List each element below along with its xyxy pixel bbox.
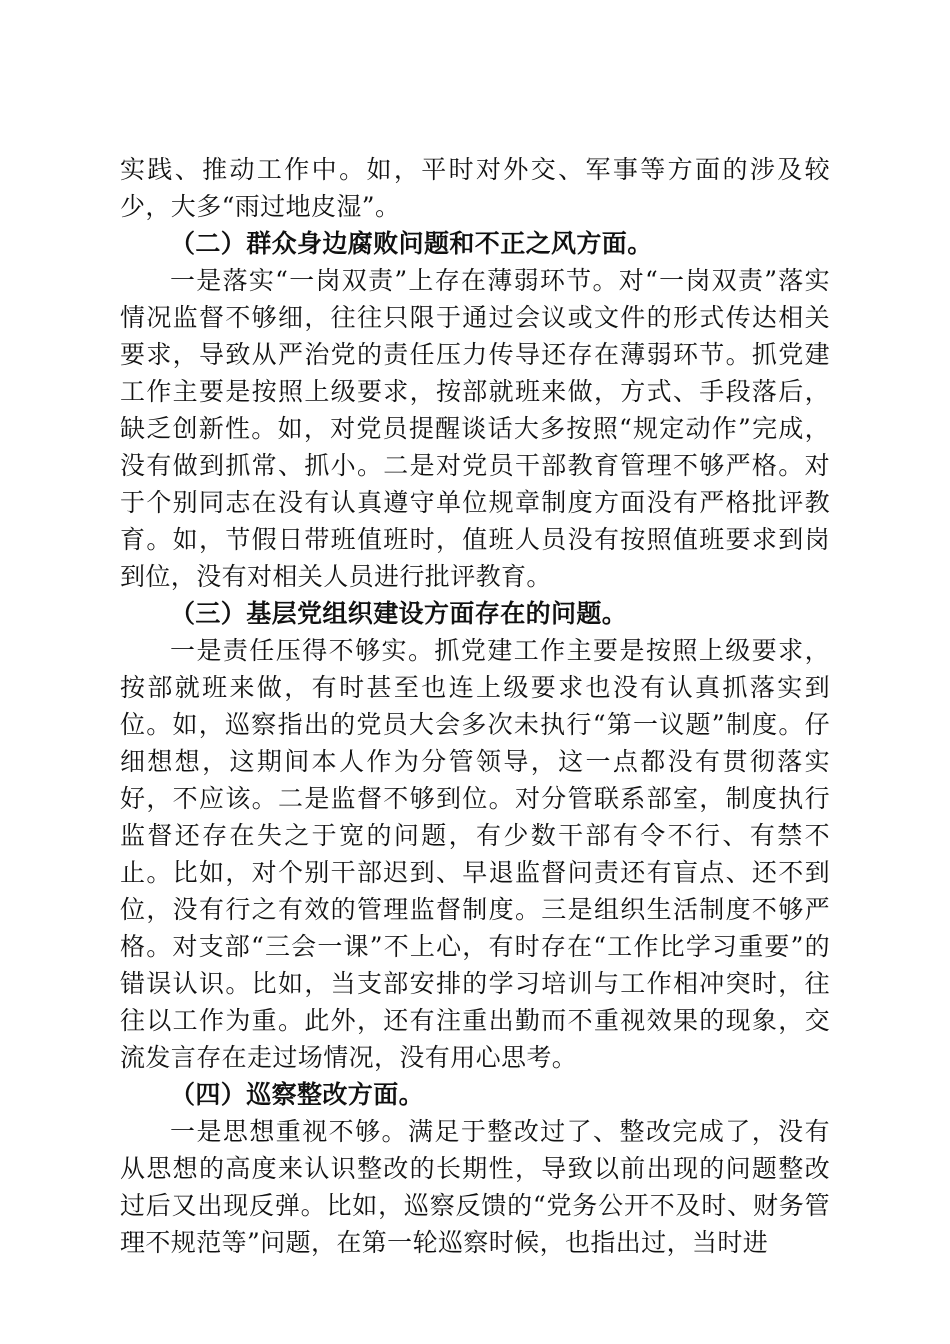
section-heading-4: （四）巡察整改方面。 <box>170 1080 425 1109</box>
section-heading-3: （三）基层党组织建设方面存在的问题。 <box>170 599 628 628</box>
body-paragraph-2: 一是落实“一岗双责”上存在薄弱环节。对“一岗双责”落实情况监督不够细，往往只限于通过会议或文件的形式传达相关要求，导致从严治党的责任压力传导还存在薄弱环节。抓党建工作主要是按照上级要求，按部就班来做，方式、手段落后，缺乏创新性。如，对党员提醒谈话大多按照“规定动作”完成，没有做到抓常、抓小。二是对党员干部教育管理不够严格。对于个别同志在没有认真遵守单位规章制度方面没有严格批评教育。如，节假日带班值班时，值班人员没有按照值班要求到岗到位，没有对相关人员进行批评教育。 <box>120 266 830 591</box>
body-paragraph-4: 一是思想重视不够。满足于整改过了、整改完成了，没有从思想的高度来认识整改的长期性，导致以前出现的问题整改过后又出现反弹。比如，巡察反馈的“党务公开不及时、财务管理不规范等”问题，在第一轮巡察时候，也指出过，当时进 <box>120 1117 830 1257</box>
document-page <box>120 151 830 1261</box>
section-heading-2: （二）群众身边腐败问题和不正之风方面。 <box>170 229 653 258</box>
continuation-paragraph: 实践、推动工作中。如，平时对外交、军事等方面的涉及较少，大多“雨过地皮湿”。 <box>120 155 830 221</box>
body-paragraph-3: 一是责任压得不够实。抓党建工作主要是按照上级要求，按部就班来做，有时甚至也连上级要求也没有认真抓落实到位。如，巡察指出的党员大会多次未执行“第一议题”制度。仔细想想，这期间本人作为分管领导，这一点都没有贯彻落实好，不应该。二是监督不够到位。对分管联系部室，制度执行监督还存在失之于宽的问题，有少数干部有令不行、有禁不止。比如，对个别干部迟到、早退监督问责还有盲点、还不到位，没有行之有效的管理监督制度。三是组织生活制度不够严格。对支部“三会一课”不上心，有时存在“工作比学习重要”的错误认识。比如，当支部安排的学习培训与工作相冲突时，往往以工作为重。此外，还有注重出勤而不重视效果的现象，交流发言存在走过场情况，没有用心思考。 <box>120 636 830 1072</box>
